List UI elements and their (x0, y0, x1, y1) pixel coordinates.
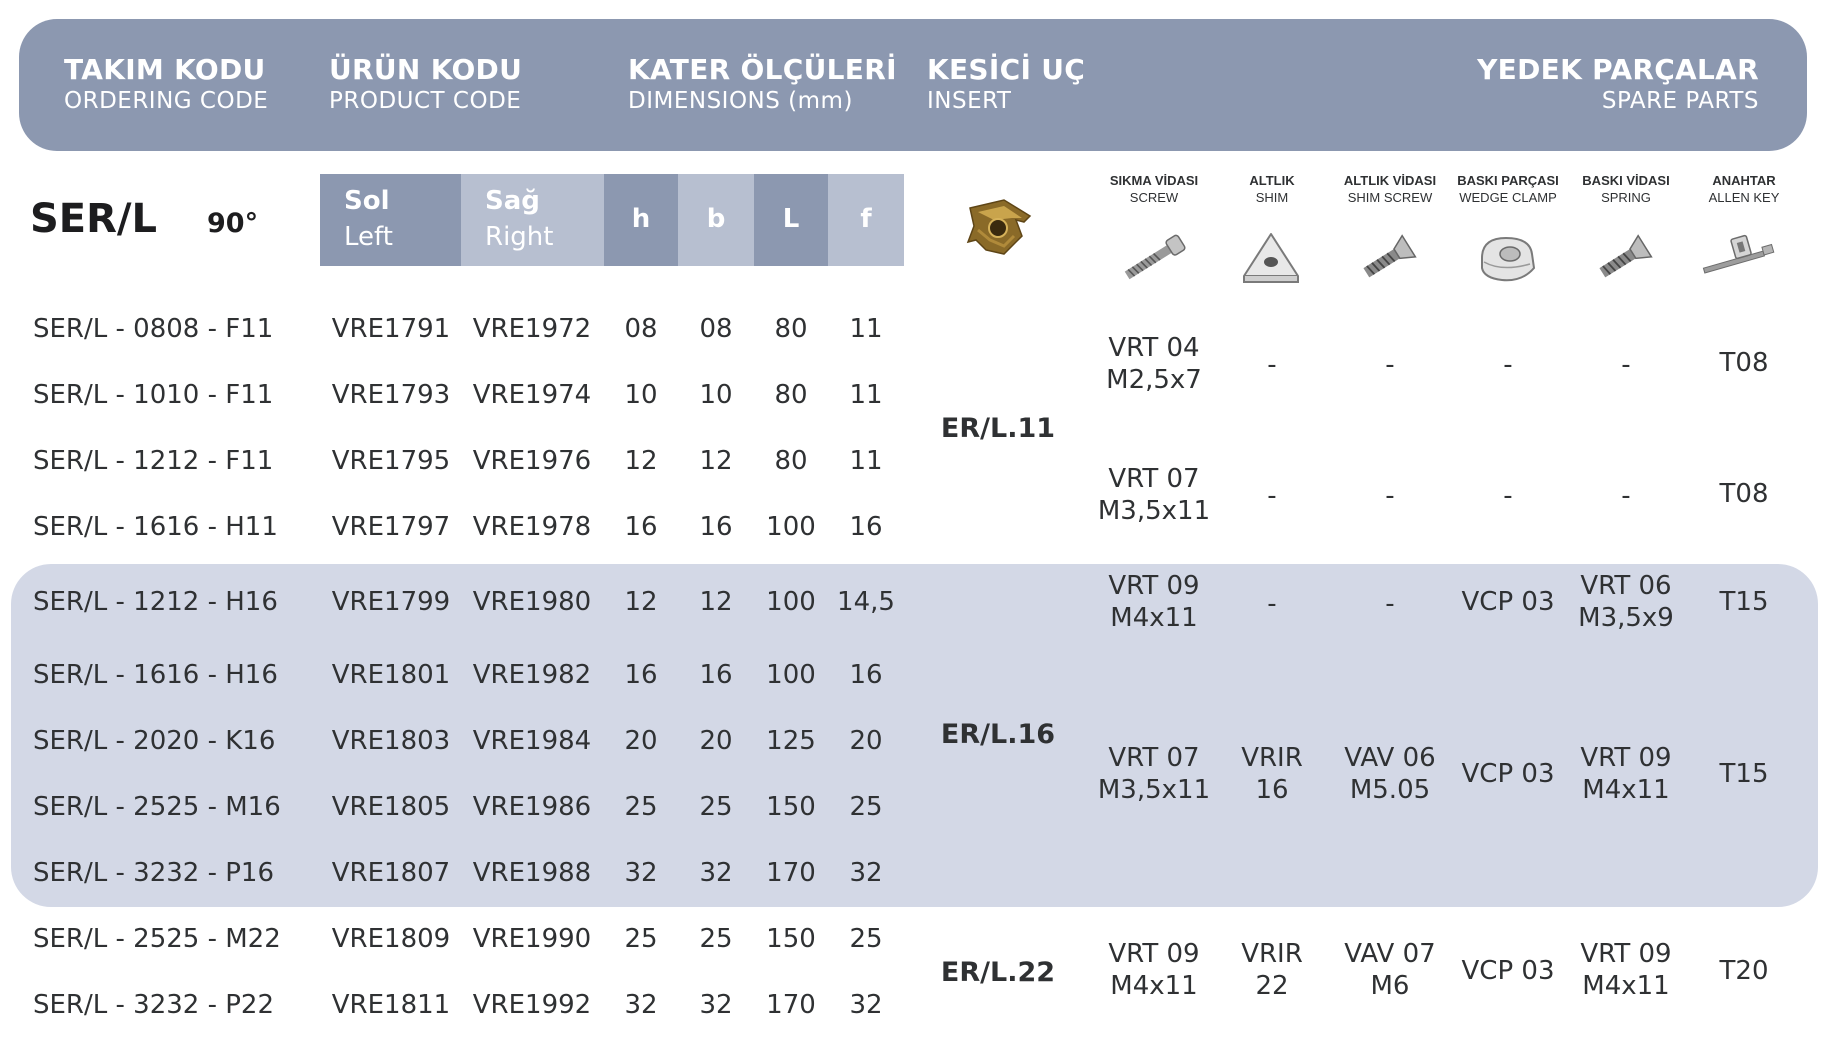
group-2-spring (1561, 570, 1691, 634)
dimensions-subtitle: DIMENSIONS (mm) (628, 88, 853, 114)
shim-label-en: SHIM (1255, 190, 1289, 205)
row-5-right: VRE1982 (472, 660, 592, 690)
row-6-f: 20 (849, 726, 883, 756)
dimensions-header (628, 53, 897, 115)
left-label-en: Left (344, 222, 393, 252)
L-column-header (754, 174, 828, 266)
row-2-b: 12 (699, 446, 733, 476)
row-5-L: 100 (766, 660, 816, 690)
row-3-code: SER/L - 1616 - H11 (33, 512, 278, 542)
ordering-code-title: TAKIM KODU (64, 53, 266, 86)
group-0-screw (1089, 332, 1219, 396)
group-2-shim-screw: - (1385, 589, 1395, 619)
screw-icon (1116, 228, 1192, 288)
group-3-spring-line-2: M4x11 (1582, 775, 1670, 805)
header-band (19, 19, 1807, 151)
group-1-shim: - (1267, 481, 1277, 511)
row-9-L: 150 (766, 924, 816, 954)
shim-screw-label-en: SHIM SCREW (1347, 190, 1433, 205)
row-7-right: VRE1986 (472, 792, 592, 822)
group-2-screw-line-1: VRT 09 (1108, 571, 1200, 601)
allen-key-icon (1698, 228, 1780, 288)
row-7-f: 25 (849, 792, 883, 822)
row-1-h: 10 (624, 380, 658, 410)
spring-label-tr: BASKI VİDASI (1582, 173, 1670, 188)
group-3-screw-line-1: VRT 07 (1108, 743, 1200, 773)
group-4-shim-screw-line-2: M6 (1370, 971, 1410, 1001)
row-5-f: 16 (849, 660, 883, 690)
group-3-shim (1207, 742, 1337, 806)
screw-column-header (1089, 172, 1219, 206)
row-4-L: 100 (766, 587, 816, 617)
group-4-shim (1207, 938, 1337, 1002)
group-3-spring (1561, 742, 1691, 806)
insert-er-l-22: ER/L.22 (940, 957, 1056, 988)
row-0-L: 80 (774, 314, 808, 344)
group-3-screw-line-2: M3,5x11 (1097, 775, 1211, 805)
ordering-code-subtitle: ORDERING CODE (64, 88, 269, 114)
group-4-spring (1561, 938, 1691, 1002)
group-3-allen-key: T15 (1719, 759, 1769, 789)
row-4-right: VRE1980 (472, 587, 592, 617)
shim-screw-column-header (1325, 172, 1455, 206)
row-9-right: VRE1990 (472, 924, 592, 954)
row-3-b: 16 (699, 512, 733, 542)
row-10-L: 170 (766, 990, 816, 1020)
row-9-code: SER/L - 2525 - M22 (33, 924, 281, 954)
product-code-subtitle: PRODUCT CODE (329, 88, 522, 114)
model-title: SER/L (30, 196, 158, 242)
row-3-h: 16 (624, 512, 658, 542)
group-3-shim-screw-line-1: VAV 06 (1344, 743, 1436, 773)
row-8-left: VRE1807 (331, 858, 451, 888)
group-4-shim-line-1: VRIR (1241, 939, 1303, 969)
spare-parts-title: YEDEK PARÇALAR (1477, 53, 1759, 86)
group-2-shim: - (1267, 589, 1277, 619)
row-4-f: 14,5 (837, 587, 895, 617)
ordering-code-header (64, 53, 268, 115)
row-8-code: SER/L - 3232 - P16 (33, 858, 274, 888)
row-8-h: 32 (624, 858, 658, 888)
row-0-h: 08 (624, 314, 658, 344)
group-1-shim-screw: - (1385, 481, 1395, 511)
b-column-header (678, 174, 754, 266)
row-2-code: SER/L - 1212 - F11 (33, 446, 274, 476)
L-label: L (782, 204, 800, 234)
row-7-left: VRE1805 (331, 792, 451, 822)
row-6-code: SER/L - 2020 - K16 (33, 726, 276, 756)
row-9-f: 25 (849, 924, 883, 954)
allen-key-column-header (1679, 172, 1809, 206)
row-7-h: 25 (624, 792, 658, 822)
group-2-screw (1089, 570, 1219, 634)
row-7-L: 150 (766, 792, 816, 822)
row-8-L: 170 (766, 858, 816, 888)
row-1-left: VRE1793 (331, 380, 451, 410)
wedge-clamp-label-en: WEDGE CLAMP (1459, 190, 1557, 205)
insert-icon (964, 196, 1036, 260)
spare-parts-header (1477, 53, 1759, 115)
insert-er-l-16: ER/L.16 (940, 719, 1056, 750)
allen-key-label-en: ALLEN KEY (1708, 190, 1780, 205)
right-column-header (461, 174, 604, 266)
group-2-spring-line-2: M3,5x9 (1578, 603, 1674, 633)
product-code-header (329, 53, 522, 115)
row-8-f: 32 (849, 858, 883, 888)
row-8-b: 32 (699, 858, 733, 888)
left-label-tr: Sol (344, 186, 390, 216)
row-10-h: 32 (624, 990, 658, 1020)
spring-label-en: SPRING (1601, 190, 1651, 205)
f-label: f (860, 204, 872, 234)
group-4-shim-screw-line-1: VAV 07 (1344, 939, 1436, 969)
b-label: b (706, 204, 726, 234)
group-2-wedge-clamp: VCP 03 (1461, 587, 1555, 617)
group-4-spring-line-1: VRT 09 (1580, 939, 1672, 969)
row-0-right: VRE1972 (472, 314, 592, 344)
row-3-right: VRE1978 (472, 512, 592, 542)
row-9-h: 25 (624, 924, 658, 954)
row-4-h: 12 (624, 587, 658, 617)
group-4-screw-line-2: M4x11 (1110, 971, 1198, 1001)
group-2-allen-key: T15 (1719, 587, 1769, 617)
insert-title: KESİCİ UÇ (927, 53, 1086, 86)
row-1-right: VRE1974 (472, 380, 592, 410)
dimensions-title: KATER ÖLÇÜLERİ (628, 53, 897, 86)
row-3-left: VRE1797 (331, 512, 451, 542)
spring-column-header (1561, 172, 1691, 206)
row-7-code: SER/L - 2525 - M16 (33, 792, 281, 822)
row-6-b: 20 (699, 726, 733, 756)
row-5-b: 16 (699, 660, 733, 690)
insert-header (927, 53, 1085, 115)
insert-subtitle: INSERT (927, 88, 1012, 114)
group-4-spring-line-2: M4x11 (1582, 971, 1670, 1001)
row-7-b: 25 (699, 792, 733, 822)
row-2-left: VRE1795 (331, 446, 451, 476)
group-1-screw-line-2: M3,5x11 (1097, 496, 1211, 526)
row-5-left: VRE1801 (331, 660, 451, 690)
shim-screw-label-tr: ALTLIK VİDASI (1343, 173, 1437, 188)
spring-screw-icon (1592, 228, 1658, 288)
row-10-left: VRE1811 (331, 990, 451, 1020)
group-4-screw (1089, 938, 1219, 1002)
spare-parts-subtitle: SPARE PARTS (1601, 88, 1759, 114)
row-10-b: 32 (699, 990, 733, 1020)
row-5-code: SER/L - 1616 - H16 (33, 660, 278, 690)
right-label-en: Right (485, 222, 554, 252)
group-0-wedge-clamp: - (1503, 350, 1513, 380)
h-label: h (631, 204, 651, 234)
shim-icon (1238, 228, 1304, 288)
group-4-shim-line-2: 22 (1255, 971, 1289, 1001)
group-1-screw-line-1: VRT 07 (1108, 464, 1200, 494)
group-3-spring-line-1: VRT 09 (1580, 743, 1672, 773)
row-4-code: SER/L - 1212 - H16 (33, 587, 278, 617)
shim-column-header (1207, 172, 1337, 206)
row-3-f: 16 (849, 512, 883, 542)
row-5-h: 16 (624, 660, 658, 690)
wedge-clamp-column-header (1443, 172, 1573, 206)
screw-label-en: SCREW (1129, 190, 1179, 205)
row-10-right: VRE1992 (472, 990, 592, 1020)
group-3-screw (1089, 742, 1219, 806)
product-code-title: ÜRÜN KODU (329, 53, 523, 86)
group-1-screw (1089, 463, 1219, 527)
wedge-clamp-icon (1472, 228, 1542, 288)
wedge-clamp-label-tr: BASKI PARÇASI (1457, 173, 1559, 188)
group-1-wedge-clamp: - (1503, 481, 1513, 511)
group-3-shim-screw (1325, 742, 1455, 806)
group-1-allen-key: T08 (1719, 479, 1769, 509)
group-4-allen-key: T20 (1719, 956, 1769, 986)
row-1-L: 80 (774, 380, 808, 410)
row-0-left: VRE1791 (331, 314, 451, 344)
group-3-wedge-clamp: VCP 03 (1461, 759, 1555, 789)
row-6-right: VRE1984 (472, 726, 592, 756)
row-0-code: SER/L - 0808 - F11 (33, 314, 274, 344)
group-3-shim-line-2: 16 (1255, 775, 1289, 805)
group-3-shim-line-1: VRIR (1241, 743, 1303, 773)
row-6-left: VRE1803 (331, 726, 451, 756)
group-2-screw-line-2: M4x11 (1110, 603, 1198, 633)
row-0-f: 11 (849, 314, 883, 344)
row-1-code: SER/L - 1010 - F11 (33, 380, 274, 410)
row-4-b: 12 (699, 587, 733, 617)
right-label-tr: Sağ (485, 186, 540, 216)
row-6-h: 20 (624, 726, 658, 756)
group-3-shim-screw-line-2: M5.05 (1349, 775, 1431, 805)
f-column-header (828, 174, 904, 266)
group-2-spring-line-1: VRT 06 (1580, 571, 1672, 601)
row-2-L: 80 (774, 446, 808, 476)
row-2-right: VRE1976 (472, 446, 592, 476)
row-2-f: 11 (849, 446, 883, 476)
row-9-b: 25 (699, 924, 733, 954)
row-6-L: 125 (766, 726, 816, 756)
group-0-allen-key: T08 (1719, 348, 1769, 378)
group-4-wedge-clamp: VCP 03 (1461, 956, 1555, 986)
allen-key-label-tr: ANAHTAR (1712, 173, 1776, 188)
row-1-f: 11 (849, 380, 883, 410)
group-0-screw-line-1: VRT 04 (1108, 333, 1200, 363)
screw-label-tr: SIKMA VİDASI (1109, 173, 1199, 188)
row-9-left: VRE1809 (331, 924, 451, 954)
left-column-header (320, 174, 461, 266)
row-1-b: 10 (699, 380, 733, 410)
group-0-spring: - (1621, 350, 1631, 380)
row-4-left: VRE1799 (331, 587, 451, 617)
group-0-screw-line-2: M2,5x7 (1106, 365, 1202, 395)
model-angle: 90° (207, 208, 259, 239)
group-4-shim-screw (1325, 938, 1455, 1002)
shim-label-tr: ALTLIK (1249, 173, 1295, 188)
h-column-header (604, 174, 678, 266)
group-0-shim-screw: - (1385, 350, 1395, 380)
group-0-shim: - (1267, 350, 1277, 380)
row-3-L: 100 (766, 512, 816, 542)
row-10-f: 32 (849, 990, 883, 1020)
row-0-b: 08 (699, 314, 733, 344)
group-4-screw-line-1: VRT 09 (1108, 939, 1200, 969)
row-8-right: VRE1988 (472, 858, 592, 888)
shim-screw-icon (1356, 228, 1422, 288)
row-2-h: 12 (624, 446, 658, 476)
insert-er-l-11: ER/L.11 (940, 413, 1056, 444)
group-1-spring: - (1621, 481, 1631, 511)
row-10-code: SER/L - 3232 - P22 (33, 990, 274, 1020)
